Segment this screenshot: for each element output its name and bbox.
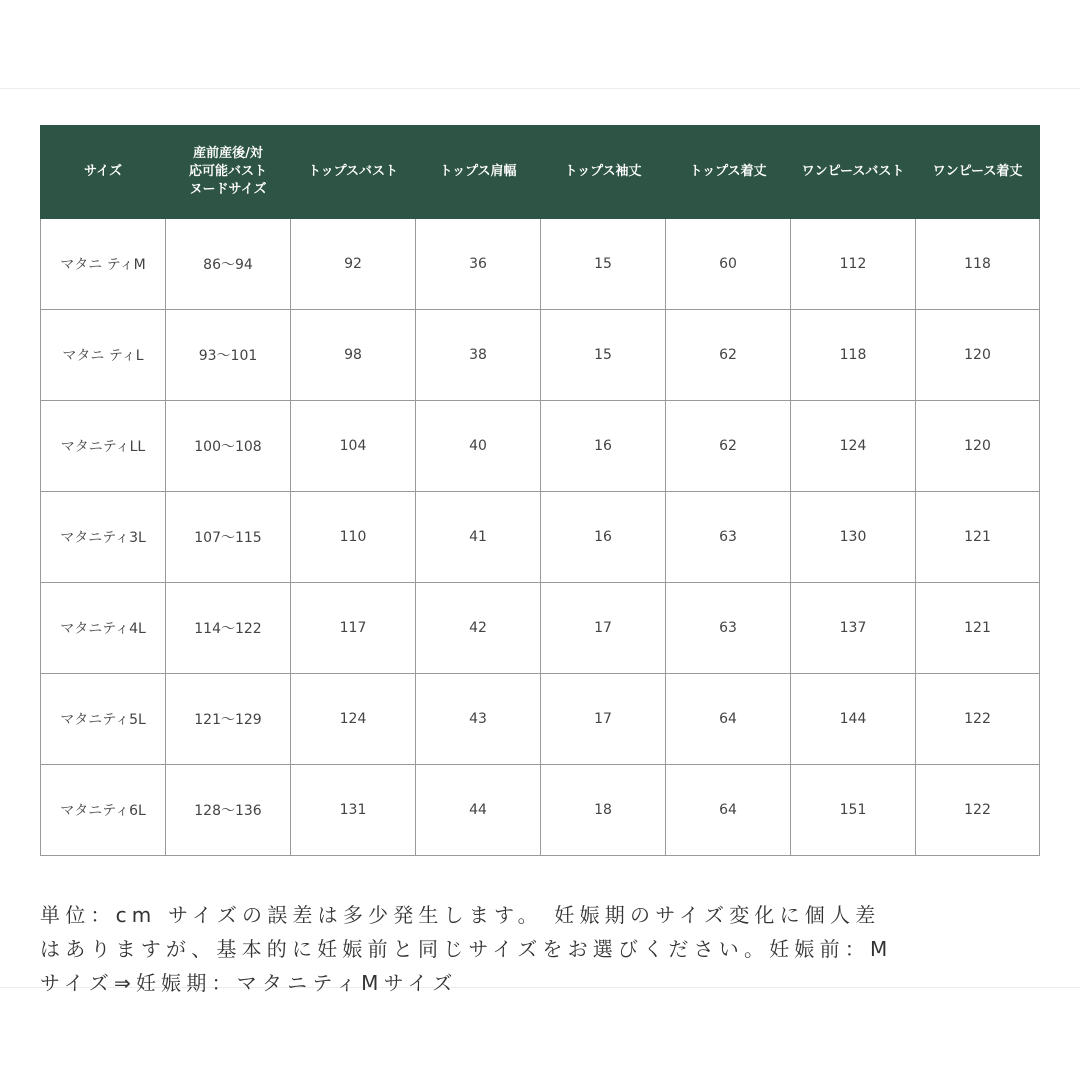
table-row <box>41 765 1040 856</box>
table-cell: マタニティ3L <box>41 492 166 583</box>
table-cell: 15 <box>541 219 666 310</box>
table-cell: 121～129 <box>166 674 291 765</box>
table-cell: 128～136 <box>166 765 291 856</box>
table-cell: 122 <box>916 765 1040 856</box>
header-size: サイズ <box>41 126 166 219</box>
size-chart-table <box>40 125 1040 856</box>
table-cell: 110 <box>291 492 416 583</box>
note-line-3: サイズ⇒妊娠期：マタニティMサイズ <box>40 971 458 995</box>
header-onepiece-length: ワンピース着丈 <box>916 126 1040 219</box>
table-cell: 64 <box>666 674 791 765</box>
table-cell: 43 <box>416 674 541 765</box>
table-cell: 117 <box>291 583 416 674</box>
table-body <box>41 219 1040 856</box>
table-row <box>41 219 1040 310</box>
header-nude-bust: 産前産後/対 応可能バスト ヌードサイズ <box>166 126 291 219</box>
table-cell: 40 <box>416 401 541 492</box>
table-cell: 120 <box>916 310 1040 401</box>
table-cell: 93～101 <box>166 310 291 401</box>
table-cell: 124 <box>791 401 916 492</box>
table-cell: 62 <box>666 401 791 492</box>
table-cell: 38 <box>416 310 541 401</box>
table-header-row <box>41 126 1040 219</box>
table-cell: 16 <box>541 401 666 492</box>
table-cell: 120 <box>916 401 1040 492</box>
table-cell: 131 <box>291 765 416 856</box>
table-cell: 118 <box>791 310 916 401</box>
table-cell: マタニティ6L <box>41 765 166 856</box>
table-cell: 62 <box>666 310 791 401</box>
table-cell: 86～94 <box>166 219 291 310</box>
table-cell: 144 <box>791 674 916 765</box>
table-cell: マタニティLL <box>41 401 166 492</box>
table-cell: 17 <box>541 674 666 765</box>
table-cell: 36 <box>416 219 541 310</box>
table-row <box>41 492 1040 583</box>
table-cell: 100～108 <box>166 401 291 492</box>
table-cell: 118 <box>916 219 1040 310</box>
note-line-2: はありますが、基本的に妊娠前と同じサイズをお選びください。妊娠前：M <box>40 937 893 961</box>
table-cell: 15 <box>541 310 666 401</box>
table-row <box>41 401 1040 492</box>
table-cell: マタニティ5L <box>41 674 166 765</box>
table-cell: 63 <box>666 583 791 674</box>
table-cell: 121 <box>916 583 1040 674</box>
note-line-1: 単位：cm サイズの誤差は多少発生します。 妊娠期のサイズ変化に個人差 <box>40 903 881 927</box>
table-cell: 107～115 <box>166 492 291 583</box>
table-cell: マタニティ4L <box>41 583 166 674</box>
table-cell: 112 <box>791 219 916 310</box>
table-cell: 92 <box>291 219 416 310</box>
table-row <box>41 583 1040 674</box>
header-onepiece-bust: ワンピースバスト <box>791 126 916 219</box>
table-cell: 137 <box>791 583 916 674</box>
table-cell: 18 <box>541 765 666 856</box>
table-row <box>41 310 1040 401</box>
table-cell: 60 <box>666 219 791 310</box>
table-cell: 104 <box>291 401 416 492</box>
table-cell: 122 <box>916 674 1040 765</box>
table-cell: 17 <box>541 583 666 674</box>
table-cell: 151 <box>791 765 916 856</box>
size-note <box>40 898 1040 1000</box>
header-tops-length: トップス着丈 <box>666 126 791 219</box>
table-cell: 121 <box>916 492 1040 583</box>
table-cell: 98 <box>291 310 416 401</box>
table-cell: 16 <box>541 492 666 583</box>
table-cell: 41 <box>416 492 541 583</box>
header-tops-bust: トップスバスト <box>291 126 416 219</box>
table-cell: 44 <box>416 765 541 856</box>
table-cell: マタニ ティM <box>41 219 166 310</box>
header-tops-sleeve: トップス袖丈 <box>541 126 666 219</box>
table-cell: マタニ ティL <box>41 310 166 401</box>
table-cell: 64 <box>666 765 791 856</box>
table-cell: 130 <box>791 492 916 583</box>
table-cell: 63 <box>666 492 791 583</box>
table-cell: 114～122 <box>166 583 291 674</box>
table-row <box>41 674 1040 765</box>
header-tops-shoulder: トップス肩幅 <box>416 126 541 219</box>
table-cell: 42 <box>416 583 541 674</box>
table-cell: 124 <box>291 674 416 765</box>
